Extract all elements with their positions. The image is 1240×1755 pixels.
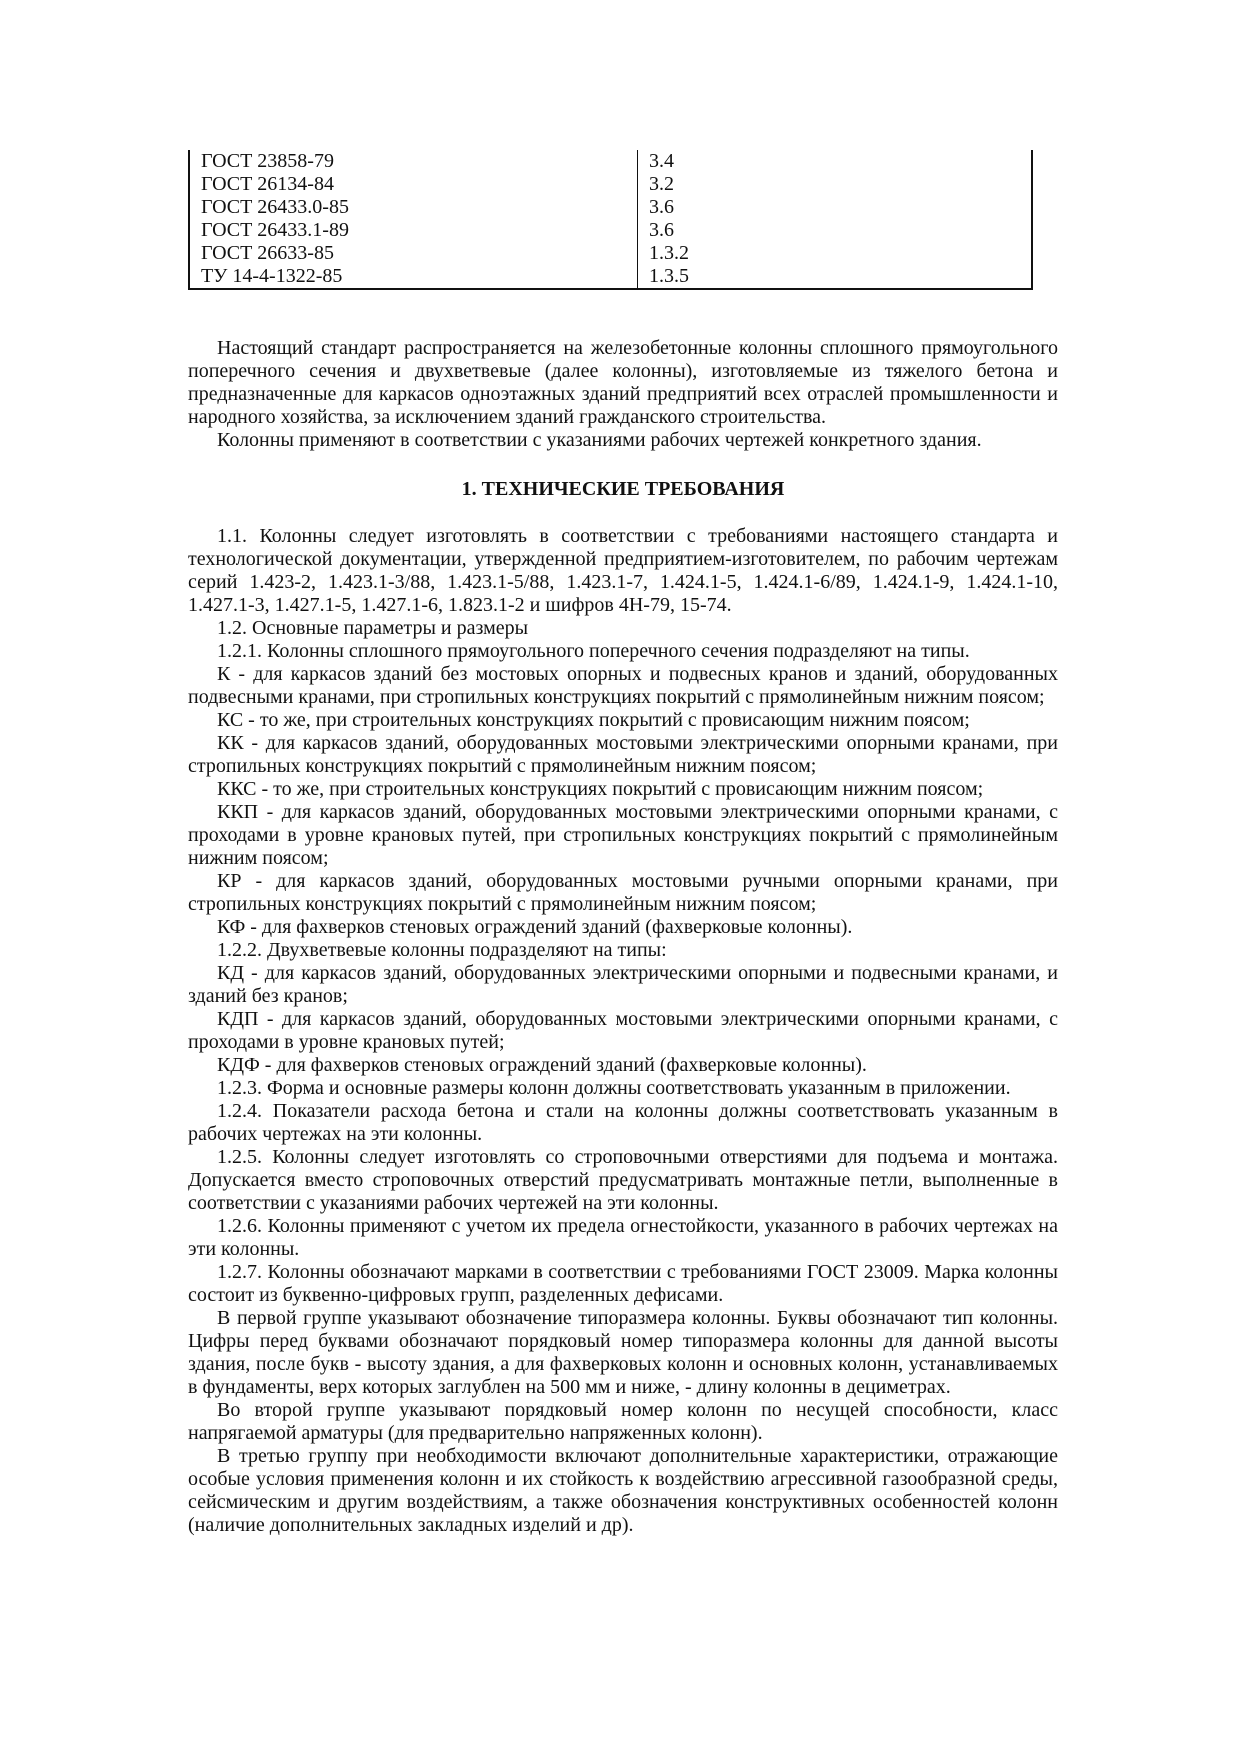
section-body bbox=[188, 525, 1058, 1537]
table-cell-clause: 1.3.5 bbox=[638, 265, 1033, 289]
table-cell-clause: 1.3.2 bbox=[638, 242, 1033, 265]
clause-paragraph: 1.2.7. Колонны обозначают марками в соответствии с требованиями ГОСТ 23009. Марка колонны состоит из буквенно-цифровых групп, разделенных дефисами. bbox=[188, 1261, 1058, 1306]
intro-section bbox=[188, 337, 1058, 452]
table-row bbox=[189, 196, 1032, 219]
clause-paragraph: 1.2.2. Двухветвевые колонны подразделяют на типы: bbox=[217, 939, 667, 961]
clause-paragraph: К - для каркасов зданий без мостовых опорных и подвесных кранов и зданий, оборудованных подвесными кранами, при стропильных конструкциях покрытий с прямолинейным нижним поясом; bbox=[188, 663, 1058, 708]
clause-paragraph: ККС - то же, при строительных конструкциях покрытий с провисающим нижним поясом; bbox=[217, 778, 984, 800]
clause-paragraph: В первой группе указывают обозначение типоразмера колонны. Буквы обозначают тип колонны. Цифры перед буквами обозначают порядковый номер типоразмера колонны для данной высоты здания, после букв - высоту здания, а для фахверковых колонн и основных колонн, устанавливаемых в фундаменты, верх которых заглублен на 500 мм и ниже, - длину колонны в дециметрах. bbox=[188, 1307, 1058, 1398]
intro-paragraph: Настоящий стандарт распространяется на железобетонные колонны сплошного прямоугольного поперечного сечения и двухветвевые (далее колонны), изготовляемые из тяжелого бетона и предназначенные для каркасов одноэтажных зданий предприятий всех отраслей промышленности и народного хозяйства, за исключением зданий гражданского строительства. bbox=[188, 337, 1058, 428]
table-row bbox=[189, 150, 1032, 173]
clause-paragraph: Во второй группе указывают порядковый номер колонн по несущей способности, класс напрягаемой арматуры (для предварительно напряженных колонн). bbox=[188, 1399, 1058, 1444]
clause-paragraph: КР - для каркасов зданий, оборудованных мостовыми ручными опорными кранами, при стропильных конструкциях покрытий с прямолинейным нижним поясом; bbox=[188, 870, 1058, 915]
section-heading: 1. ТЕХНИЧЕСКИЕ ТРЕБОВАНИЯ bbox=[461, 478, 785, 500]
table-cell-clause: 3.6 bbox=[638, 196, 1033, 219]
table-cell-document: ГОСТ 26633-85 bbox=[189, 242, 638, 265]
table-cell-document: ГОСТ 26433.0-85 bbox=[189, 196, 638, 219]
table-row bbox=[189, 242, 1032, 265]
table-cell-clause: 3.6 bbox=[638, 219, 1033, 242]
clause-paragraph: КДФ - для фахверков стеновых ограждений зданий (фахверковые колонны). bbox=[217, 1054, 867, 1076]
table-cell-document: ГОСТ 26433.1-89 bbox=[189, 219, 638, 242]
clause-paragraph: КФ - для фахверков стеновых ограждений зданий (фахверковые колонны). bbox=[217, 916, 853, 938]
clause-paragraph: ККП - для каркасов зданий, оборудованных мостовыми электрическими опорными кранами, с проходами в уровне крановых путей, при стропильных конструкциях покрытий с прямолинейным нижним поясом; bbox=[188, 801, 1058, 869]
reference-table bbox=[188, 150, 1033, 290]
clause-paragraph: В третью группу при необходимости включают дополнительные характеристики, отражающие особые условия применения колонн и их стойкость к воздействию агрессивной газообразной среды, сейсмическим и другим воздействиям, а также обозначения конструктивных особенностей колонн (наличие дополнительных закладных изделий и др). bbox=[188, 1445, 1058, 1536]
clause-paragraph: КДП - для каркасов зданий, оборудованных мостовыми электрическими опорными кранами, с проходами в уровне крановых путей; bbox=[188, 1008, 1058, 1053]
intro-paragraph: Колонны применяют в соответствии с указаниями рабочих чертежей конкретного здания. bbox=[217, 429, 982, 451]
table-row bbox=[189, 173, 1032, 196]
clause-paragraph: 1.2.5. Колонны следует изготовлять со строповочными отверстиями для подъема и монтажа. Допускается вместо строповочных отверстий предусматривать монтажные петли, выполненные в соответствии с указаниями рабочих чертежей на эти колонны. bbox=[188, 1146, 1058, 1214]
clause-paragraph: КД - для каркасов зданий, оборудованных электрическими опорными и подвесными кранами, и зданий без кранов; bbox=[188, 962, 1058, 1007]
clause-paragraph: 1.2.1. Колонны сплошного прямоугольного поперечного сечения подразделяют на типы. bbox=[217, 640, 970, 662]
table-cell-clause: 3.4 bbox=[638, 150, 1033, 173]
table-row bbox=[189, 265, 1032, 289]
table-cell-document: ГОСТ 23858-79 bbox=[189, 150, 638, 173]
clause-paragraph: 1.2.3. Форма и основные размеры колонн должны соответствовать указанным в приложении. bbox=[217, 1077, 1011, 1099]
table-row bbox=[189, 219, 1032, 242]
clause-paragraph: 1.2.6. Колонны применяют с учетом их предела огнестойкости, указанного в рабочих чертежах на эти колонны. bbox=[188, 1215, 1058, 1260]
clause-paragraph: КК - для каркасов зданий, оборудованных мостовыми электрическими опорными кранами, при стропильных конструкциях покрытий с прямолинейным нижним поясом; bbox=[188, 732, 1058, 777]
table-cell-document: ГОСТ 26134-84 bbox=[189, 173, 638, 196]
clause-paragraph: 1.1. Колонны следует изготовлять в соответствии с требованиями настоящего стандарта и технологической документации, утвержденной предприятием-изготовителем, по рабочим чертежам серий 1.423-2, 1.423.1-3/88, 1.423.1-5/88, 1.423.1-7, 1.424.1-5, 1.424.1-6/89, 1.424.1-9, 1.424.1-10, 1.427.1-3, 1.427.1-5, 1.427.1-6, 1.823.1-2 и шифров 4Н-79, 15-74. bbox=[188, 525, 1058, 616]
table-cell-document: ТУ 14-4-1322-85 bbox=[189, 265, 638, 289]
clause-paragraph: 1.2. Основные параметры и размеры bbox=[217, 617, 529, 639]
clause-paragraph: КС - то же, при строительных конструкциях покрытий с провисающим нижним поясом; bbox=[217, 709, 970, 731]
clause-paragraph: 1.2.4. Показатели расхода бетона и стали на колонны должны соответствовать указанным в рабочих чертежах на эти колонны. bbox=[188, 1100, 1058, 1145]
table-cell-clause: 3.2 bbox=[638, 173, 1033, 196]
